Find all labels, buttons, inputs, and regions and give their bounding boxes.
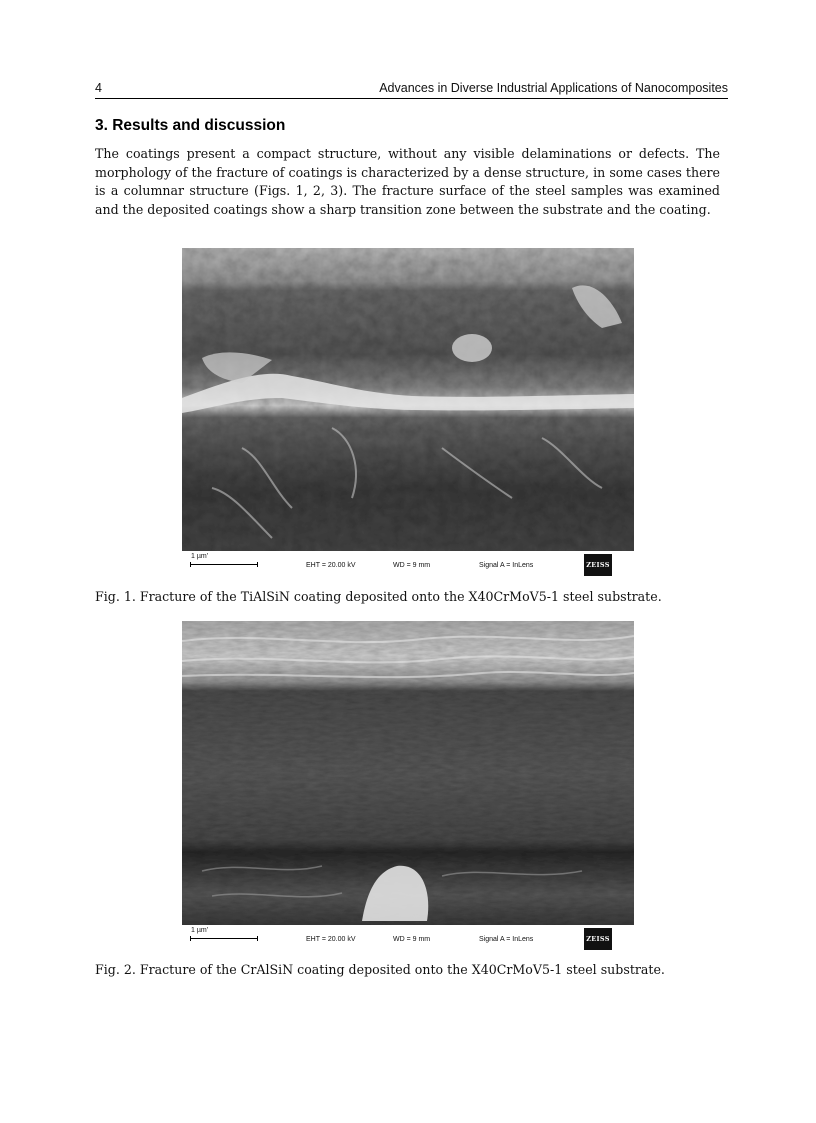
zeiss-logo: ZEISS <box>584 554 612 576</box>
scale-label: 1 µm' <box>191 553 209 560</box>
scale-bar <box>190 562 258 567</box>
sem-micrograph-2 <box>182 621 634 925</box>
sem-micrograph-1 <box>182 248 634 551</box>
eht-readout: EHT = 20.00 kV <box>306 936 356 943</box>
running-title: Advances in Diverse Industrial Applications of Nanocomposites <box>379 81 728 95</box>
zeiss-logo: ZEISS <box>584 928 612 950</box>
eht-readout: EHT = 20.00 kV <box>306 562 356 569</box>
page-number: 4 <box>95 81 102 95</box>
scale-bar <box>190 936 258 941</box>
sem-image-fig2 <box>182 621 634 954</box>
sem-infobar <box>182 925 634 954</box>
wd-readout: WD = 9 mm <box>393 936 431 943</box>
sem-infobar <box>182 551 634 580</box>
signal-readout: Signal A = InLens <box>479 936 534 943</box>
scale-label: 1 µm' <box>191 927 209 934</box>
figure-caption-2: Fig. 2. Fracture of the CrAlSiN coating deposited onto the X40CrMoV5-1 steel substrate. <box>95 962 665 977</box>
running-header <box>95 80 728 99</box>
signal-readout: Signal A = InLens <box>479 562 534 569</box>
body-paragraph: The coatings present a compact structure, without any visible delaminations or defects. The morphology of the fracture of coatings is characterized by a dense structure, in some cases there is a columnar structure (Figs. 1, 2, 3). The fracture surface of the steel samples was examined and the deposited coatings show a sharp transition zone between the substrate and the coating. <box>95 146 720 217</box>
section-title: 3. Results and discussion <box>95 117 286 134</box>
sem-image-fig1 <box>182 248 634 580</box>
figure-caption-1: Fig. 1. Fracture of the TiAlSiN coating deposited onto the X40CrMoV5-1 steel substrate. <box>95 589 662 604</box>
wd-readout: WD = 9 mm <box>393 562 431 569</box>
